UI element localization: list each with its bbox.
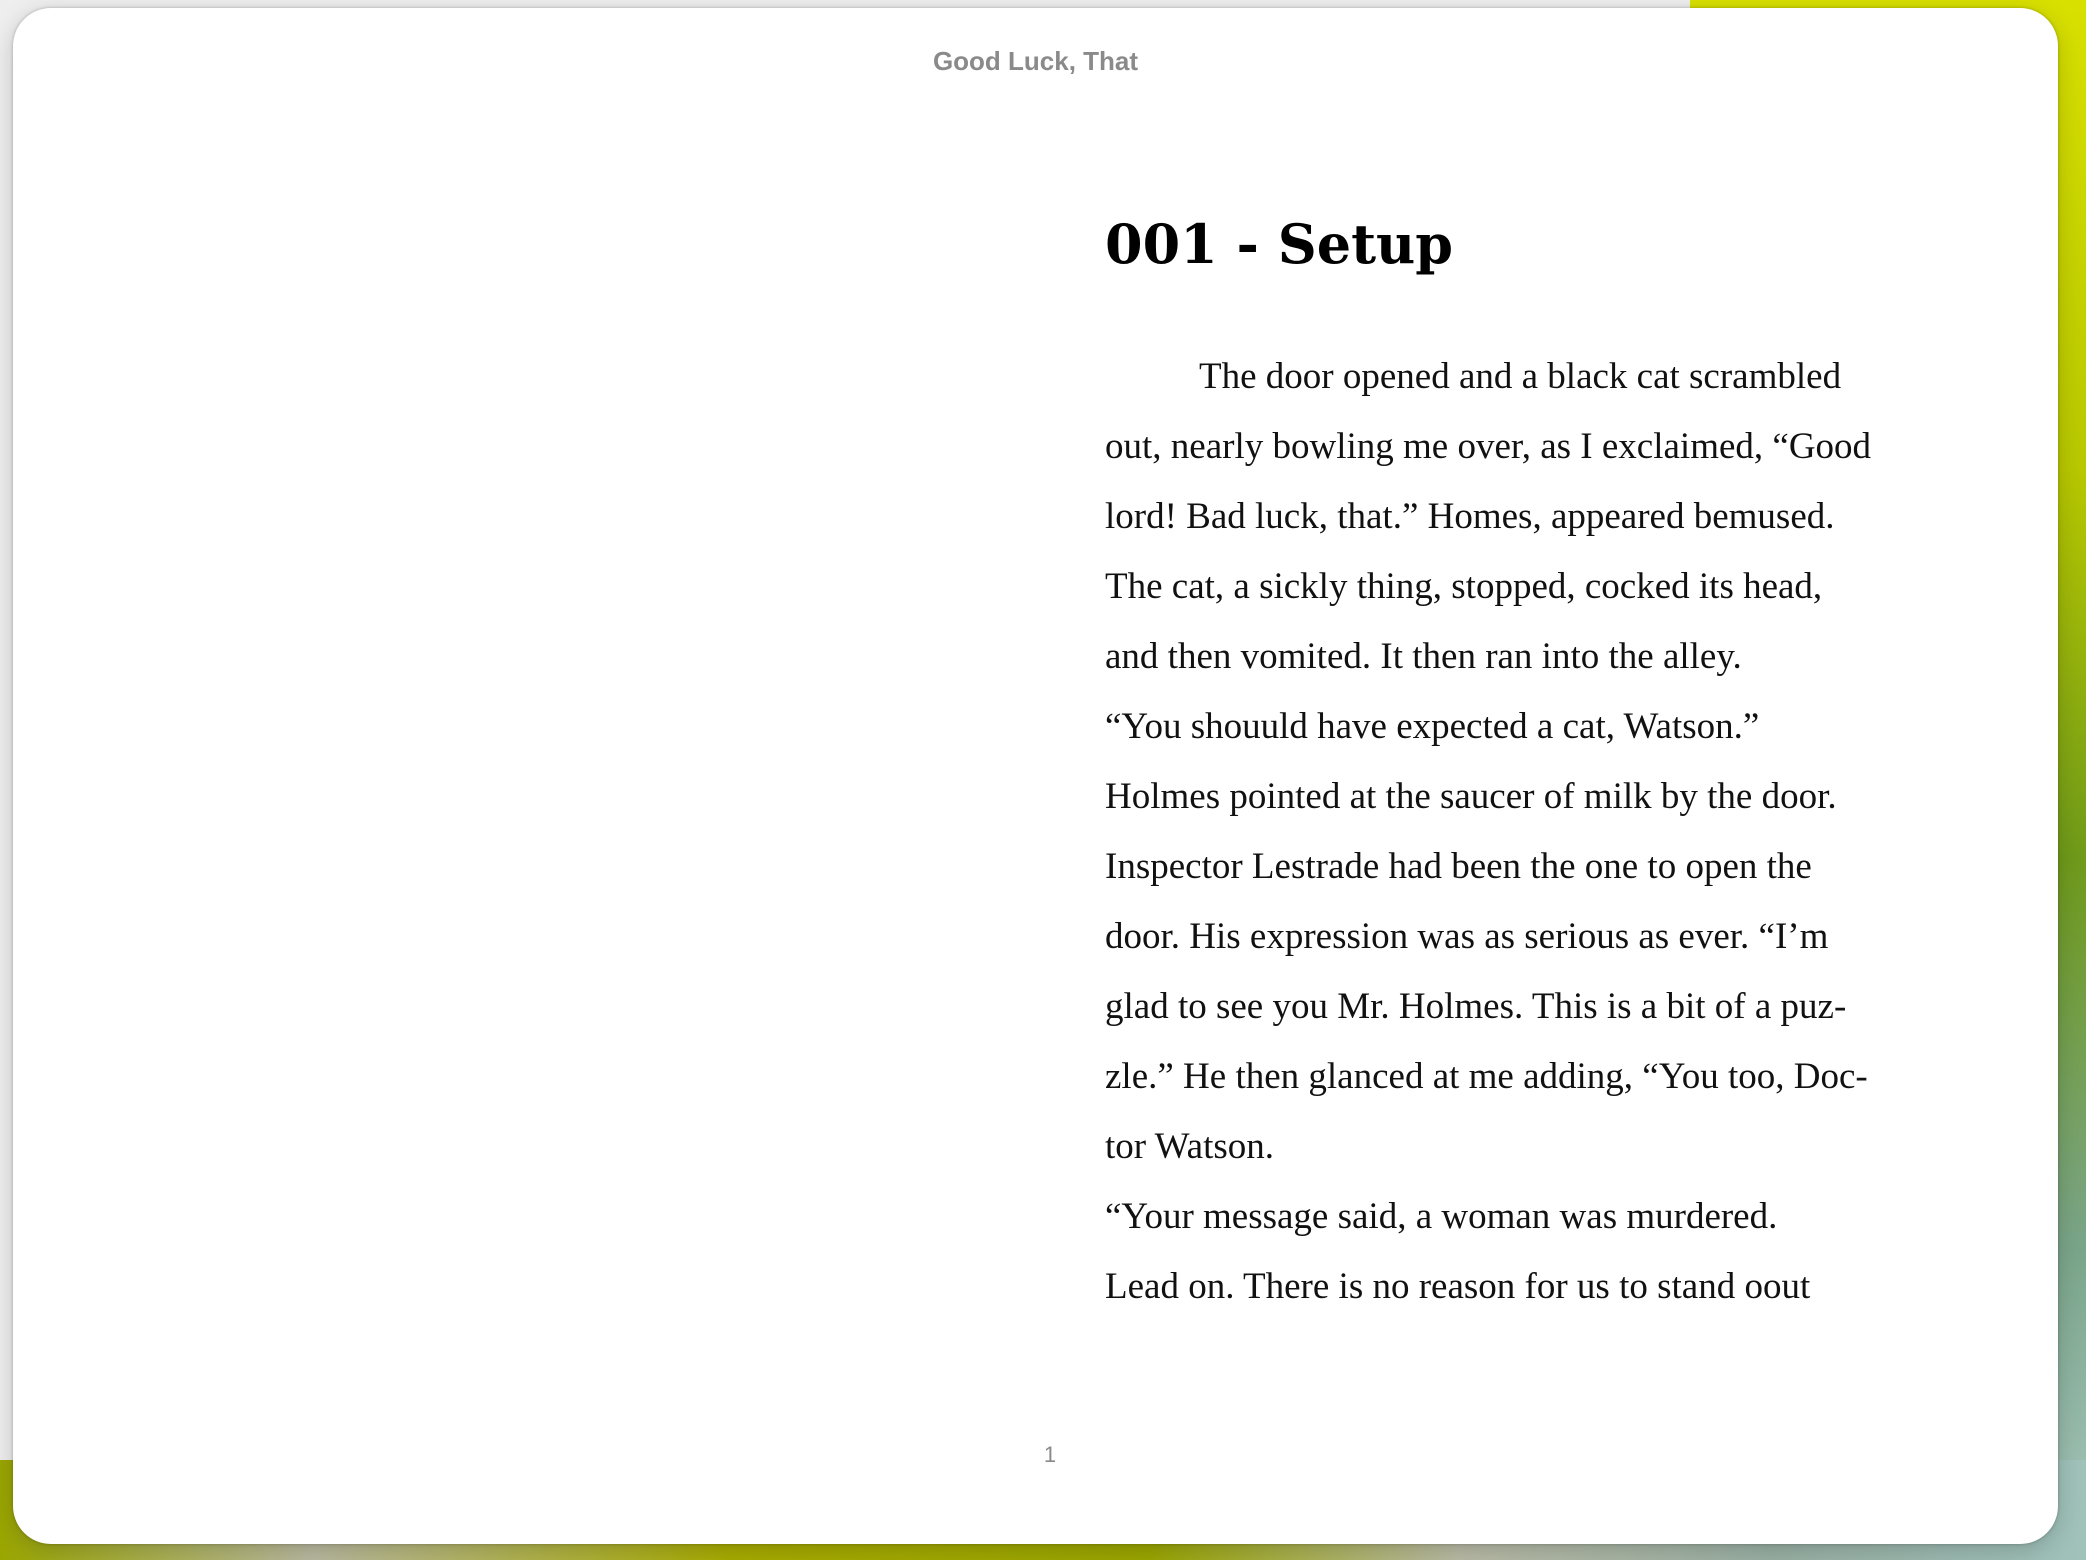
text-line: lord! Bad luck, that.” Homes, appeared bemused. (1105, 496, 1835, 537)
text-line: zle.” He then glanced at me adding, “You too, Doc- (1105, 1056, 1868, 1097)
text-line: “Your message said, a woman was murdered. (1105, 1196, 1778, 1237)
text-line: and then vomited. It then ran into the alley. (1105, 636, 1742, 677)
text-line: glad to see you Mr. Holmes. This is a bit of a puz- (1105, 986, 1847, 1027)
text-line: Holmes pointed at the saucer of milk by the door. (1105, 776, 1837, 817)
page-number: 1 (1043, 1442, 1057, 1467)
chapter-body[interactable] (1105, 342, 1950, 1322)
text-line: “You shouuld have expected a cat, Watson.” (1105, 706, 1760, 747)
book-reader-window[interactable] (13, 8, 2058, 1544)
text-line: Lead on. There is no reason for us to stand oout (1105, 1266, 1811, 1307)
text-line: tor Watson. (1105, 1126, 1274, 1167)
chapter-heading: 001 - Setup (1105, 212, 1454, 276)
text-line: Inspector Lestrade had been the one to open the (1105, 846, 1812, 887)
book-title: Good Luck, That (932, 46, 1139, 76)
right-page[interactable] (1105, 208, 1950, 1322)
text-line: The cat, a sickly thing, stopped, cocked its head, (1105, 566, 1823, 607)
text-line: The door opened and a black cat scrambled (1199, 356, 1842, 397)
text-line: door. His expression was as serious as ever. “I’m (1105, 916, 1829, 957)
text-line: out, nearly bowling me over, as I exclaimed, “Good (1105, 426, 1872, 467)
